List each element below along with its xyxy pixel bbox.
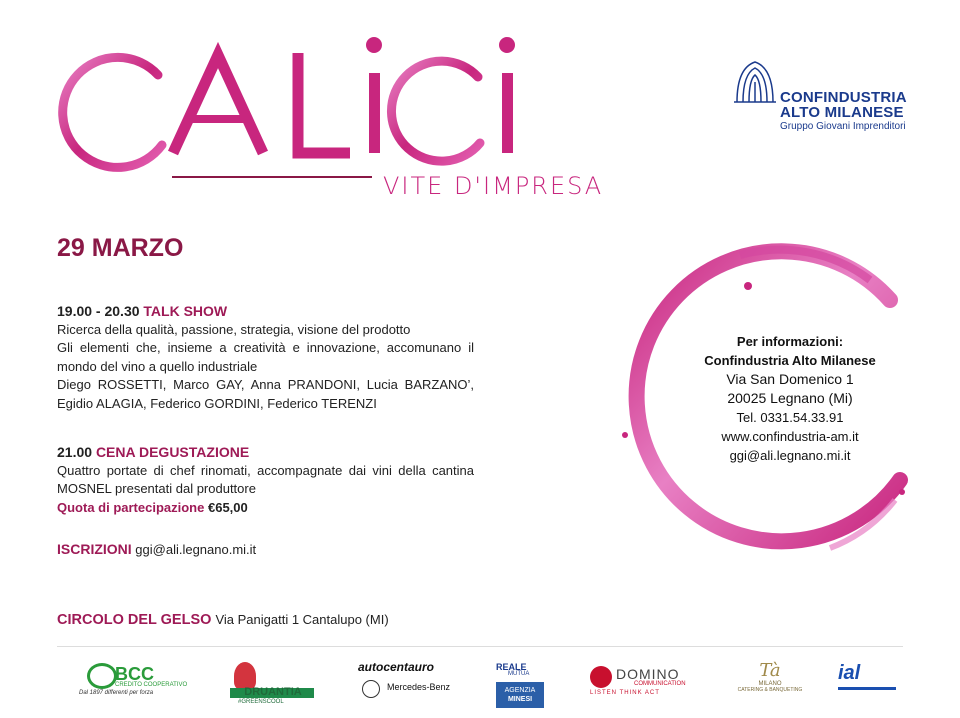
talk-label: TALK SHOW [143,303,228,319]
registration-email[interactable]: ggi@ali.legnano.mi.it [135,542,257,557]
talk-show-section [57,302,474,413]
bcc-logo-icon [87,663,117,689]
info-org: Confindustria Alto Milanese [704,353,876,368]
ial-bar [838,687,896,690]
venue-address: Via Panigatti 1 Cantalupo (MI) [215,612,389,627]
sponsor-ial [838,662,898,706]
sponsor-autocentauro [358,660,458,704]
sponsor-druantia [228,660,318,710]
logo-subtitle: Gruppo Giovani Imprenditori [780,121,906,132]
milano-sub: CATERING & BANQUETING [737,687,803,693]
domino-sub: COMMUNICATION [634,681,686,687]
bcc-name: BCC [115,664,154,684]
logo-name [780,90,907,120]
bcc-tagline: Dal 1897 differenti per forza [79,690,154,696]
druantia-name: DRUANTIA [244,686,302,698]
venue-name: CIRCOLO DEL GELSO [57,612,212,628]
mercedes-star-icon [362,680,380,698]
bcc-small: CREDITO COOPERATIVO [115,682,188,688]
dinner-desc: Quattro portate di chef rinomati, accompagnate dai vini della cantina MOSNEL presentati dal produttore [57,462,474,496]
sponsor-bcc [57,663,197,703]
agency-line2: MINESI [507,696,533,703]
event-date: 29 MARZO [57,234,184,262]
talk-speakers: Diego ROSSETTI, Marco GAY, Anna PRANDONI, Lucia BARZANO’, Egidio ALAGIA, Federico GORDINI, Federico TERENZI [57,377,474,411]
calici-title [40,35,540,180]
talk-line: Ricerca della qualità, passione, strategia, visione del prodotto [57,321,411,337]
registration-label: ISCRIZIONI [57,541,132,557]
reale-name: REALE [496,662,527,672]
dinner-section [57,443,474,517]
info-city: 20025 Legnano (Mi) [727,390,853,406]
agency-line1: AGENZIA [504,687,536,694]
info-web[interactable]: www.confindustria-am.it [721,429,859,444]
sponsor-reale [496,662,544,708]
info-email[interactable]: ggi@ali.legnano.mi.it [729,448,851,463]
venue [57,612,389,628]
talk-time: 19.00 - 20.30 [57,303,140,319]
dinner-label: CENA DEGUSTAZIONE [95,444,250,460]
logo-line2: ALTO MILANESE [780,104,904,121]
confindustria-emblem-icon [733,58,777,106]
domino-name: DOMINO [616,666,680,682]
domino-tag: LISTEN THINK ACT [590,690,660,696]
ial-name: ial [838,662,861,684]
title-rule [172,176,372,178]
mercedes-name: Mercedes-Benz [387,682,451,692]
subtitle: VITE D'IMPRESA [383,172,604,200]
milano-mark: Tà [759,660,781,681]
registration [57,540,474,560]
fee-value: €65,00 [207,499,248,515]
fee-label: Quota di partecipazione [57,499,205,515]
talk-line: Gli elementi che, insieme a creatività e innovazione, accomunano il mondo del vino a quello industriale [57,340,474,374]
domino-logo-icon [590,666,612,688]
reale-sub: MUTUA [508,671,530,677]
milano-name: MILANO [758,681,782,687]
footer-divider [57,646,903,647]
info-street: Via San Domenico 1 [726,371,854,387]
info-heading: Per informazioni: [736,334,844,349]
info-phone: Tel. 0331.54.33.91 [736,410,844,425]
reale-agency [496,682,544,708]
druantia-tag: #GREENSCOOL [238,699,284,705]
sponsor-domino [590,666,705,698]
info-block [670,332,910,465]
dinner-time: 21.00 [57,444,93,460]
sponsor-milano [735,660,805,708]
autocentauro-name: autocentauro [358,660,435,674]
logo-line1: CONFINDUSTRIA [780,89,907,106]
